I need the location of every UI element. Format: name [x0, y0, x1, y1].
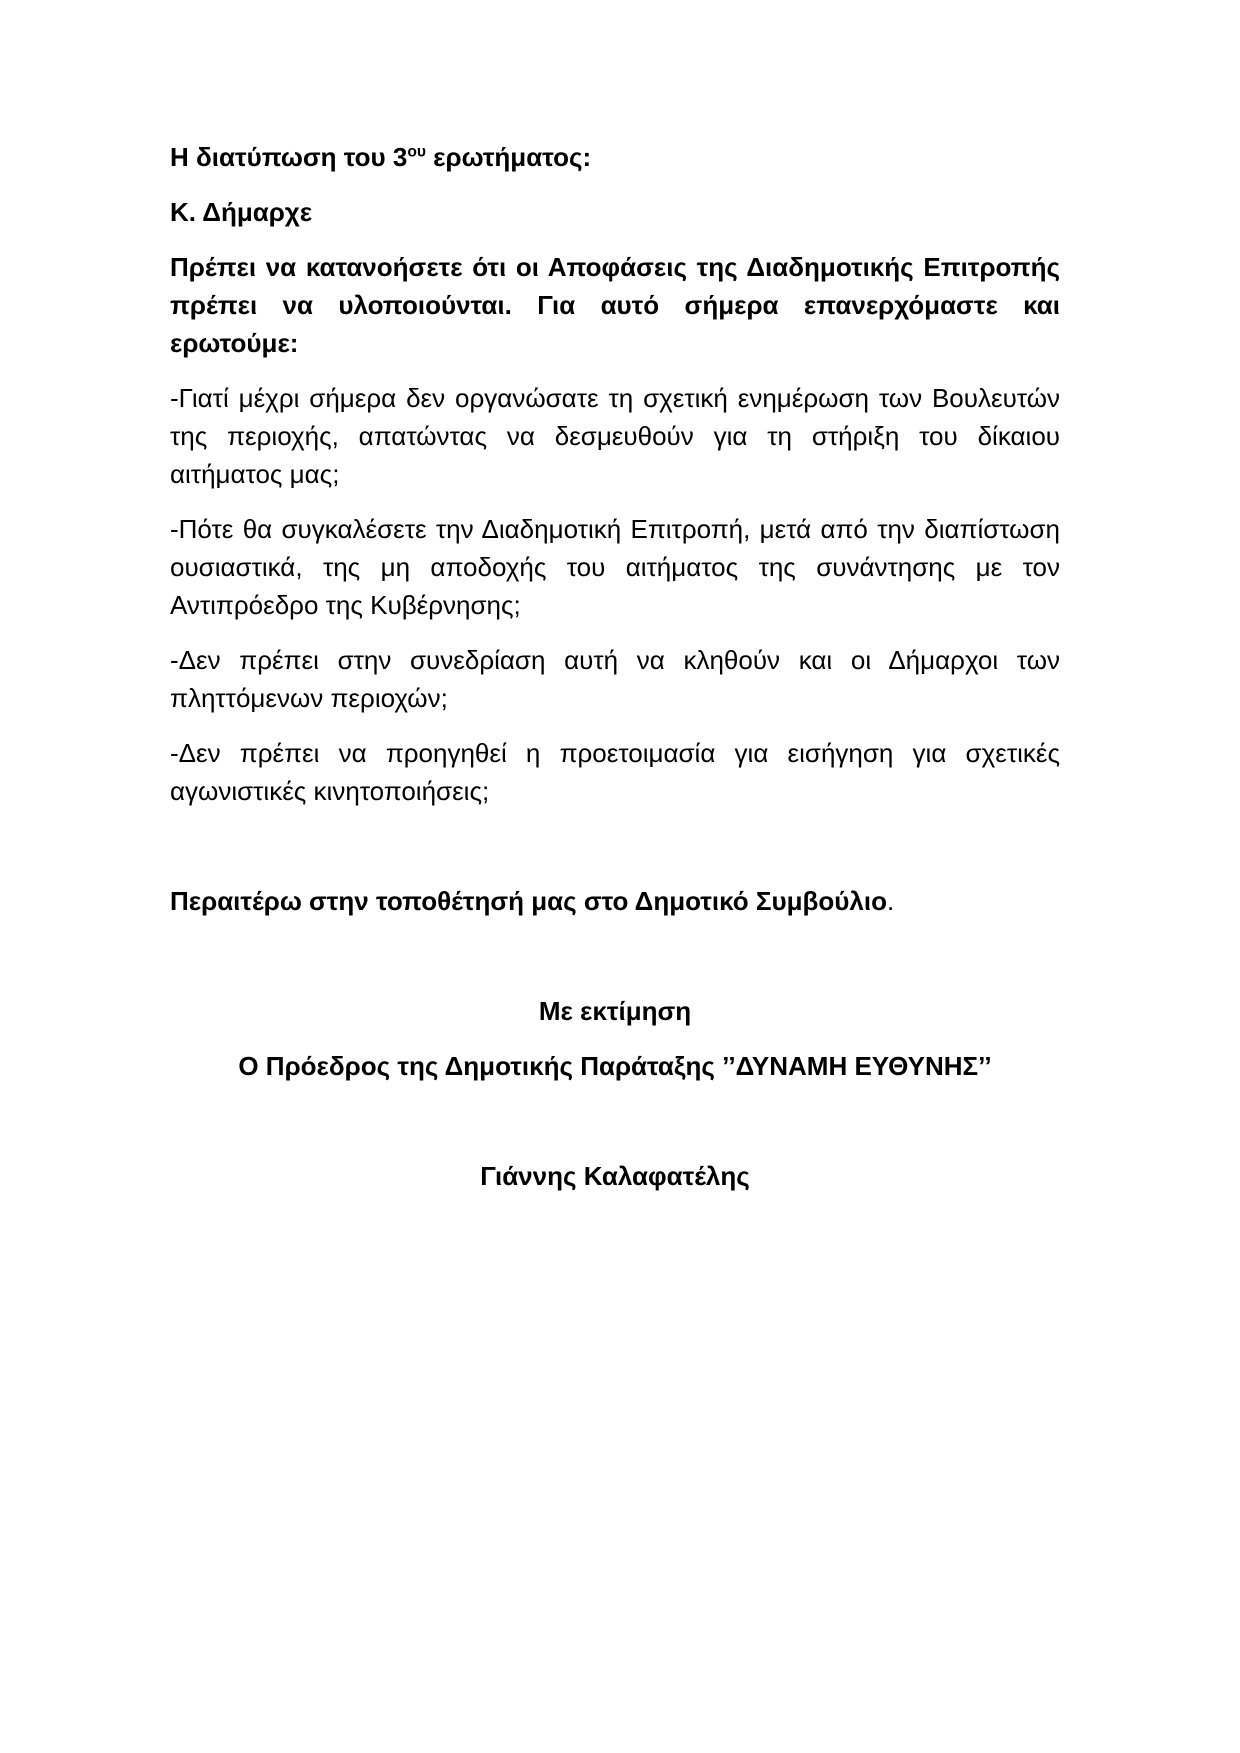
- question-item-4: -Δεν πρέπει να προηγηθεί η προετοιμασία για εισήγηση για σχετικές αγωνιστικές κινητοποιήσεις;: [170, 738, 1060, 806]
- blank-line: [170, 1102, 1060, 1157]
- intro-paragraph: Πρέπει να κατανοήσετε ότι οι Αποφάσεις της Διαδημοτικής Επιτροπής πρέπει να υλοποιούνται. Για αυτό σήμερα επανερχόμαστε και ερωτούμε:: [170, 252, 1060, 358]
- question-item-3: -Δεν πρέπει στην συνεδρίαση αυτή να κληθούν και οι Δήμαρχοι των πληττόμενων περιοχών;: [170, 645, 1060, 713]
- blank-line: [170, 827, 1060, 882]
- blank-line: [170, 937, 1060, 992]
- closing-statement: [170, 882, 1060, 920]
- signature-title: Ο Πρόεδρος της Δημοτικής Παράταξης ’’ΔΥΝΑΜΗ ΕΥΘΥΝΗΣ’’: [238, 1051, 992, 1081]
- question-heading-suffix: ερωτήματος:: [425, 142, 592, 172]
- salutation: Κ. Δήμαρχε: [170, 197, 313, 227]
- ordinal-superscript: ου: [407, 143, 426, 161]
- question-item-1: -Γιατί μέχρι σήμερα δεν οργανώσατε τη σχετική ενημέρωση των Βουλευτών της περιοχής, απατώντας να δεσμευθούν για τη στήριξη του δίκαιου αιτήματος μας;: [170, 383, 1060, 489]
- signature-name: Γιάννης Καλαφατέλης: [480, 1161, 750, 1191]
- question-heading-prefix: Η διατύπωση του 3: [170, 142, 408, 172]
- question-heading: [170, 138, 1060, 176]
- signoff: Με εκτίμηση: [538, 996, 692, 1026]
- closing-statement-period: .: [886, 886, 895, 916]
- question-item-2: -Πότε θα συγκαλέσετε την Διαδημοτική Επιτροπή, μετά από την διαπίστωση ουσιαστικά, της μη αποδοχής του αιτήματος της συνάντησης με τον Αντιπρόεδρο της Κυβέρνησης;: [170, 514, 1060, 620]
- closing-statement-text: Περαιτέρω στην τοποθέτησή μας στο Δημοτικό Συμβούλιο: [170, 886, 887, 916]
